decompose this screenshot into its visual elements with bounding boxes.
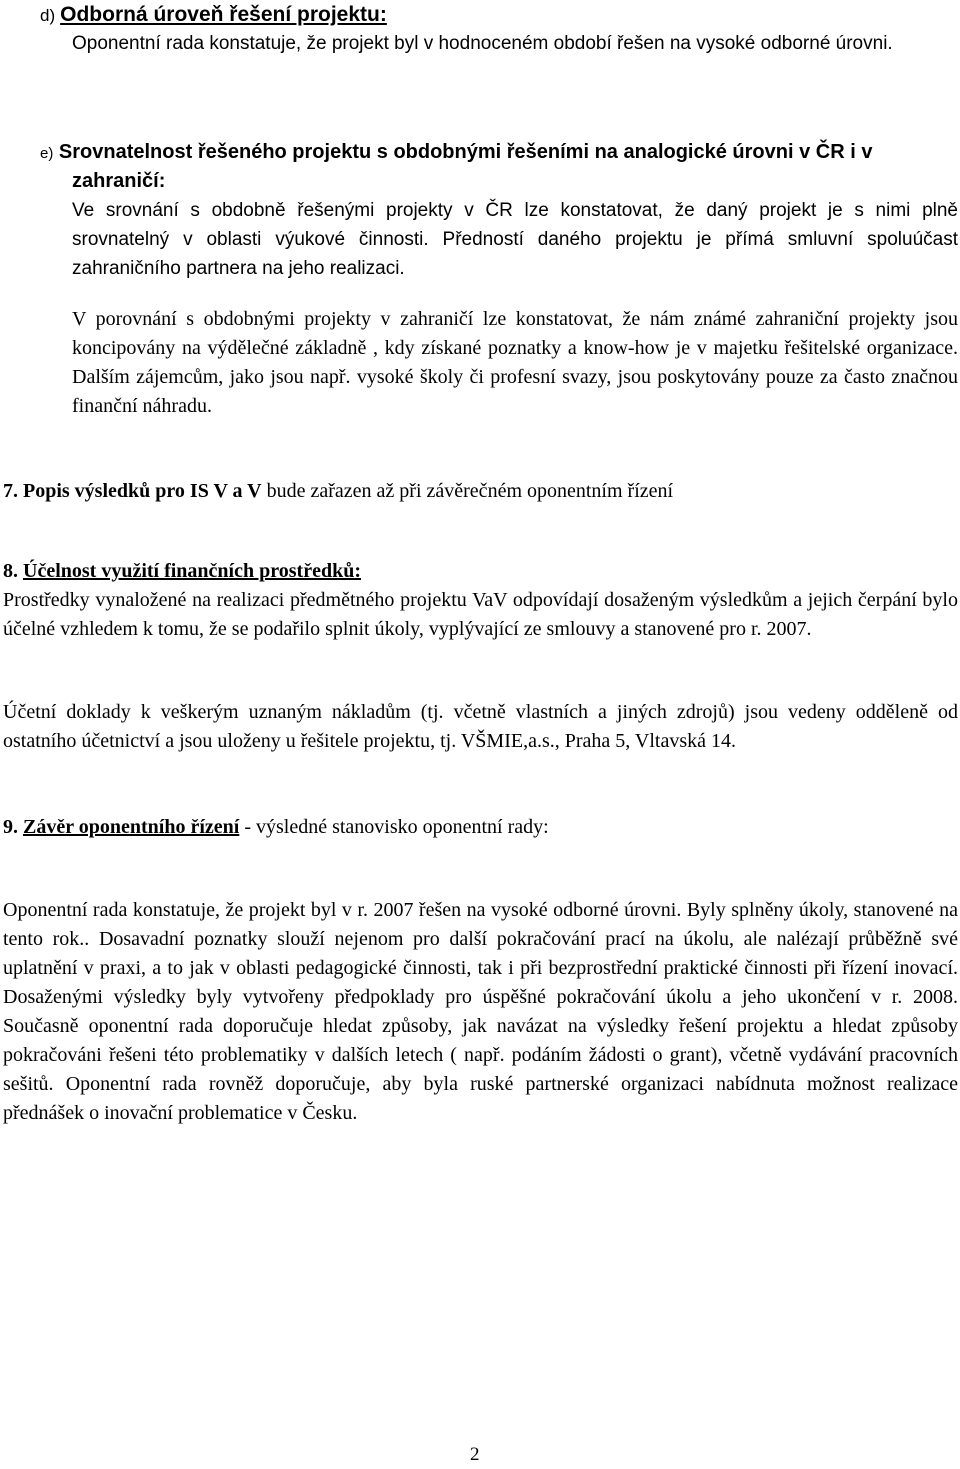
section-e-paragraph1: Ve srovnání s obdobně řešenými projekty v ČR lze konstatovat, že daný projekt je s nimi plně srovnatelný v oblasti výukové činnosti. Předností daného projektu je přímá smluvní spoluúčast zahraničního partnera na jeho realizaci. bbox=[72, 200, 958, 279]
section-9-number: 9. bbox=[3, 816, 18, 838]
section-7-title: Popis výsledků pro IS V a V bbox=[23, 480, 262, 502]
section-d-letter: d) bbox=[40, 6, 56, 25]
section-d-text: Oponentní rada konstatuje, že projekt byl v hodnoceném období řešen na vysoké odborné úrovni. bbox=[72, 33, 893, 54]
section-9-paragraph: Oponentní rada konstatuje, že projekt byl v r. 2007 řešen na vysoké odborné úrovni. Byly splněny úkoly, stanovené na tento rok.. Dosavadní poznatky slouží nejenom pro další pokračování prací na úkolu, ale nalézají průběžně své uplatnění v praxi, a to jak v oblasti pedagogické činnosti, tak i při bezprostřední praktické činnosti při řízení inovací. Dosaženými výsledky byly vytvořeny předpoklady pro úspěšné pokračování úkolu a jeho ukončení v r. 2008. Současně oponentní rada doporučuje hledat způsoby, jak navázat na výsledky řešení projektu a hledat způsoby pokračováni řešeni této problematiky v dalších letech ( např. podáním žádosti o grant), včetně vydávání pracovních sešitů. Oponentní rada rovněž doporučuje, aby byla ruské partnerské organizaci nabídnuta možnost realizace přednášek o inovační problematice v Česku. bbox=[3, 899, 958, 1124]
section-e-title-line1: Srovnatelnost řešeného projektu s obdobnými řešeními na analogické úrovni v ČR i v bbox=[58, 141, 873, 163]
section-e-letter: e) bbox=[40, 145, 54, 162]
section-8-title: Účelnost využití finančních prostředků: bbox=[23, 560, 361, 582]
section-7-title-rest: bude zařazen až při závěrečném oponentním řízení bbox=[261, 480, 674, 502]
section-d-heading bbox=[40, 0, 960, 30]
section-8-number: 8. bbox=[3, 560, 18, 582]
section-8-paragraph1: Prostředky vynaložené na realizaci předmětného projektu VaV odpovídají dosaženým výsledkům a jejich čerpání bylo účelné vzhledem k tomu, že se podařilo splnit úkoly, vyplývající ze smlouvy a stanovené pro r. 2007. bbox=[3, 589, 958, 640]
section-e-heading bbox=[40, 138, 960, 168]
section-9-title-rest: - výsledné stanovisko oponentní rady: bbox=[239, 816, 549, 838]
section-8-paragraph2: Účetní doklady k veškerým uznaným nákladům (tj. včetně vlastních a jiných zdrojů) jsou vedeny odděleně od ostatního účetnictví a jsou uloženy u řešitele projektu, tj. VŠMIE,a.s., Praha 5, Vltavská 14. bbox=[3, 701, 958, 752]
section-9-title: Závěr oponentního řízení bbox=[23, 816, 240, 838]
section-d-title: Odborná úroveň řešení projektu: bbox=[60, 3, 387, 26]
page-number: 2 bbox=[470, 1444, 480, 1465]
section-8-heading bbox=[3, 557, 953, 586]
section-7-heading bbox=[3, 477, 953, 506]
section-9-heading bbox=[3, 813, 953, 842]
section-e-paragraph2: V porovnání s obdobnými projekty v zahraničí lze konstatovat, že nám známé zahraniční projekty jsou koncipovány na výdělečné základně , kdy získané poznatky a know-how je v majetku řešitelské organizace. Dalším zájemcům, jako jsou např. vysoké školy či profesní svazy, jsou poskytovány pouze za často značnou finanční náhradu. bbox=[72, 308, 958, 417]
section-e-title-line2: zahraničí: bbox=[72, 170, 166, 192]
section-7-number: 7. bbox=[3, 480, 18, 502]
